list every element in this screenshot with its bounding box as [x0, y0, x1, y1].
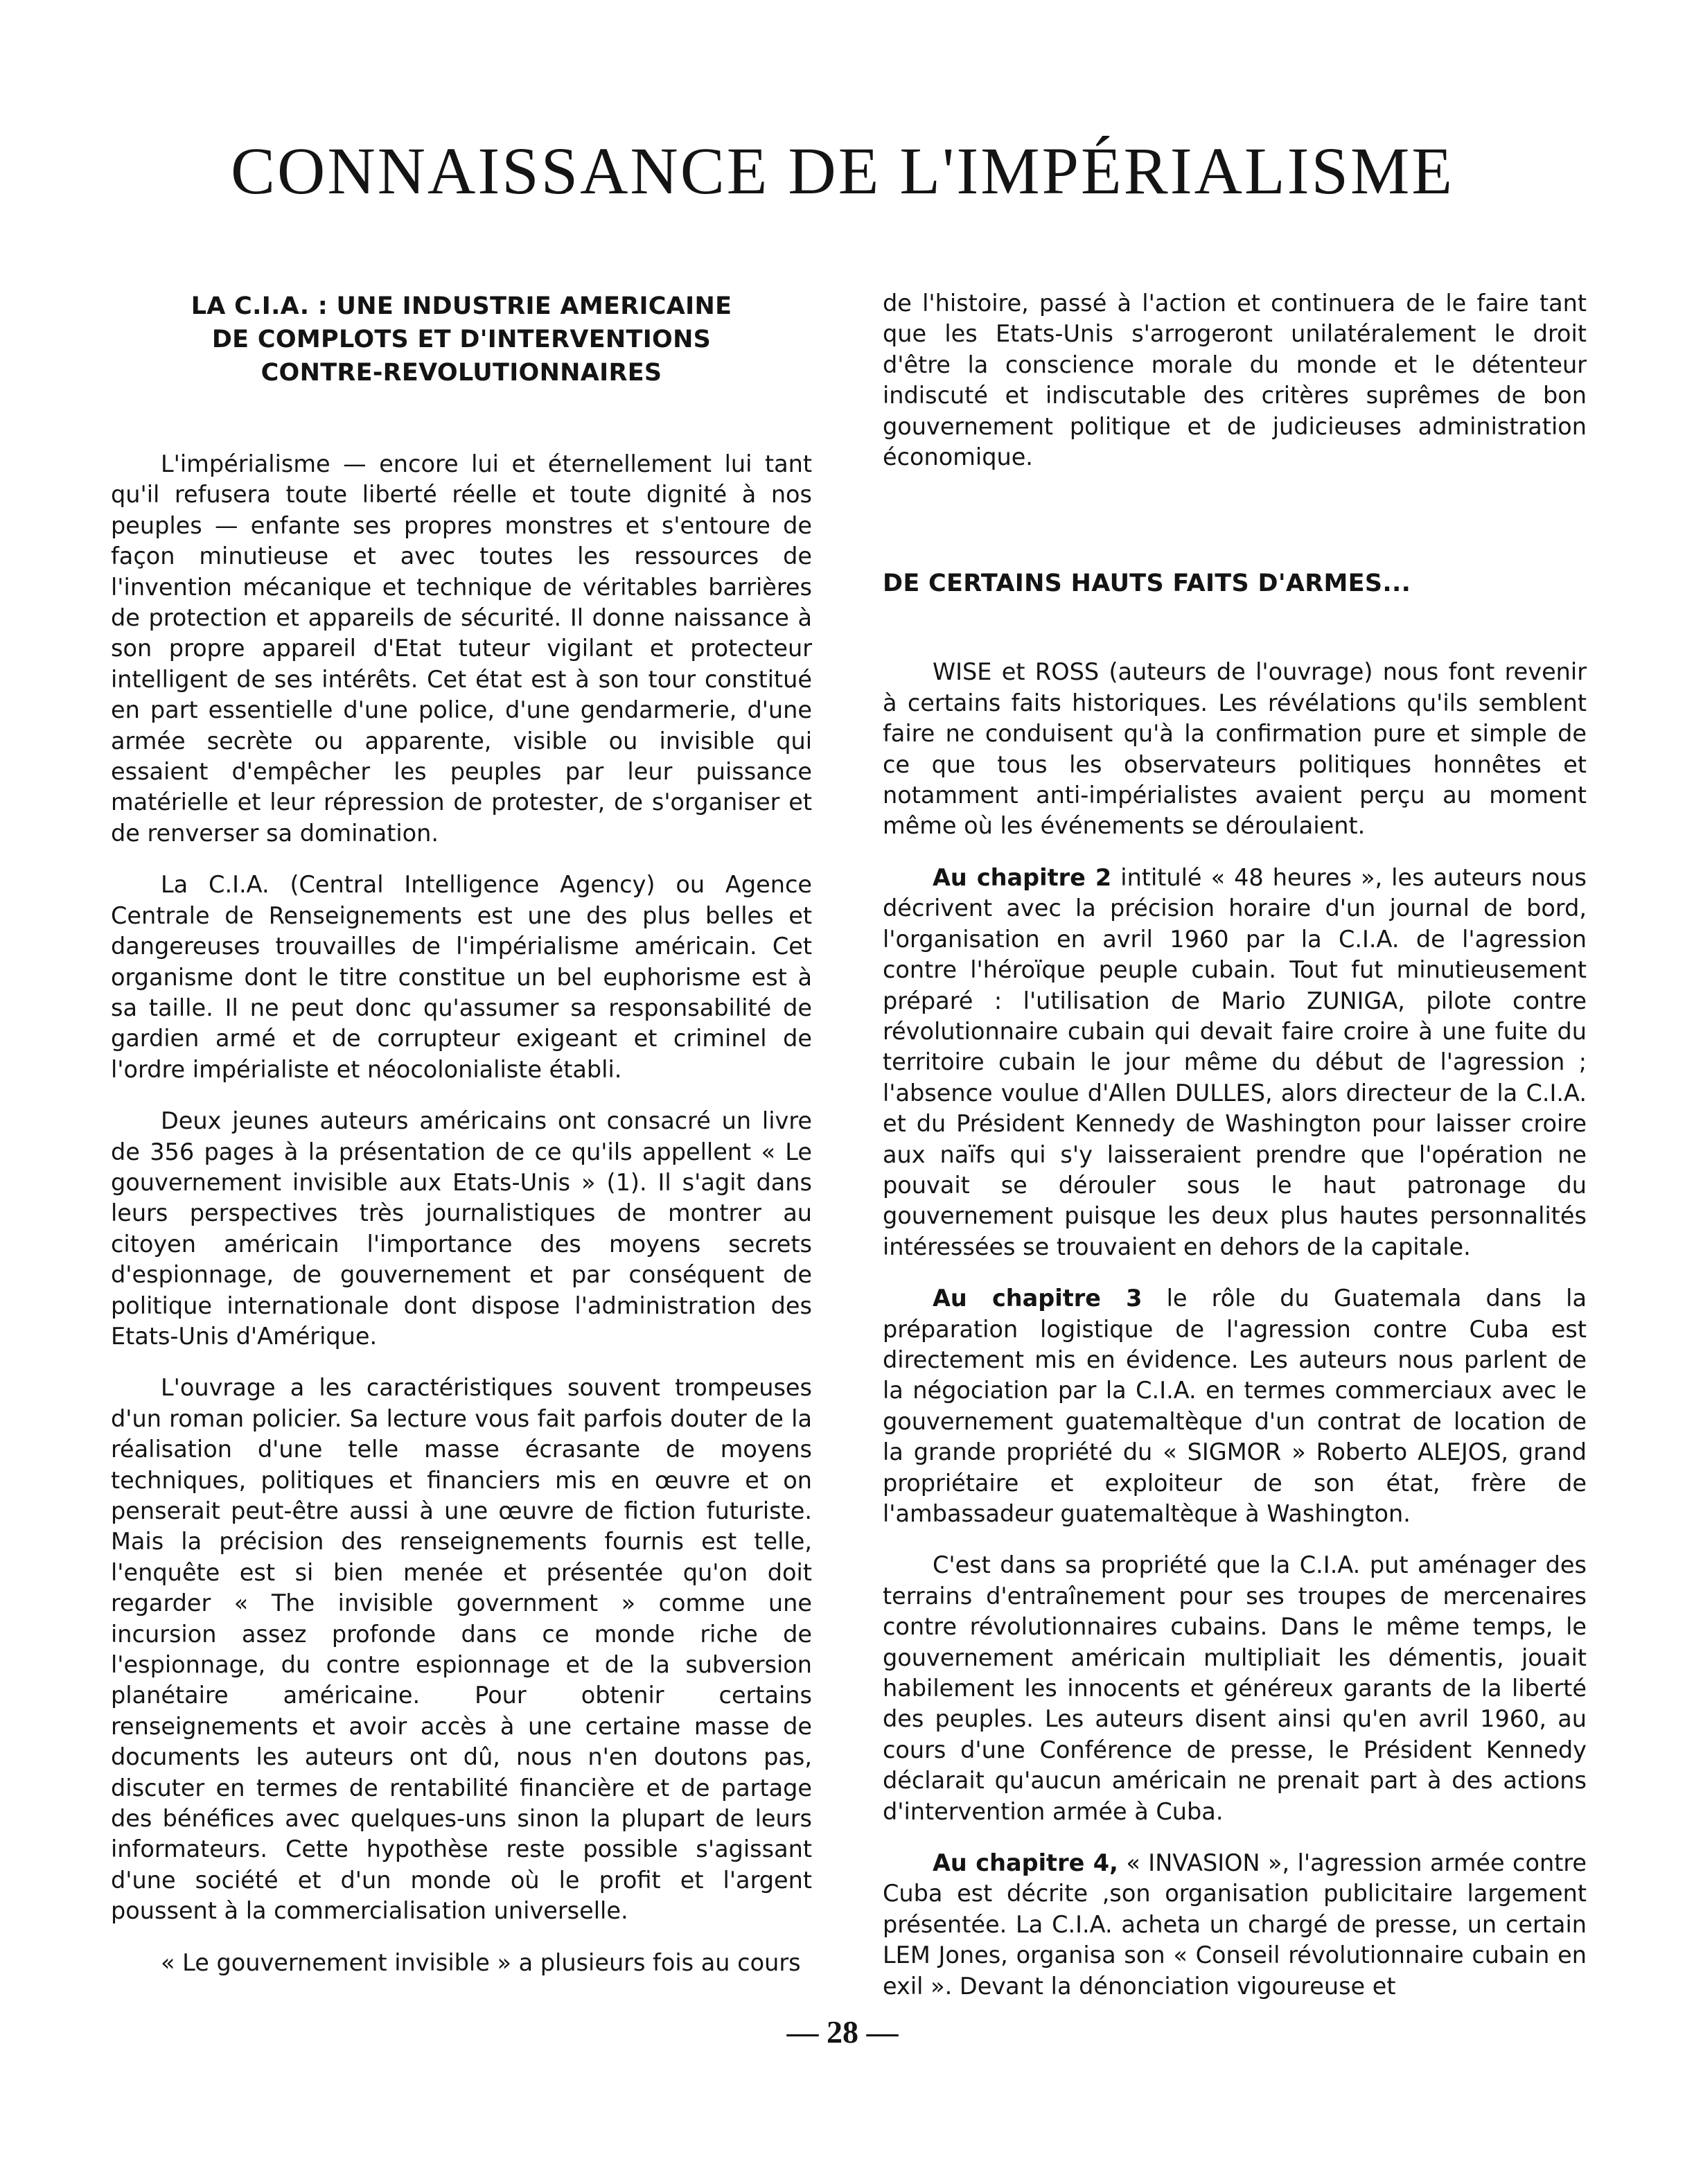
paragraph-cia: La C.I.A. (Central Intelligence Agency) ou Agence Centrale de Renseignements est une des plus belles et dangereuses trouvailles de l'impérialisme américain. Cet organisme dont le titre constitue un bel euphorisme est à sa taille. Il ne peut donc qu'assumer sa responsabilité de gardien armé et de corrupteur exigeant et criminel de l'ordre impérialiste et néocolonialiste établi.: [111, 871, 812, 1083]
paragraph-imperialism: L'impérialisme — encore lui et éternellement lui tant qu'il refusera toute liberté réelle et toute dignité à nos peuples — enfante ses propres monstres et s'entoure de façon minutieuse et avec toutes les ressources de l'invention mécanique et technique de véritables barrières de protection et appareils de sécurité. Il donne naissance à son propre appareil d'Etat tuteur vigilant et protecteur intelligent de ses intérêts. Cet état est à son tour constitué en part essentielle d'une police, d'une gendarmerie, d'une armée secrète ou apparente, visible ou invisible qui essaient d'empêcher les peuples par leur puissance matérielle et leur répression de protester, de s'organiser et de renverser sa domination.: [111, 450, 812, 847]
chapter-2-text: intitulé « 48 heures », les auteurs nous décrivent avec la précision horaire d'un journal de bord, l'organisation en avril 1960 par la C.I.A. de l'agression contre l'héroïque peuple cubain. Tout fut minutieusement préparé : l'utilisation de Mario ZUNIGA, pilote contre révolutionnaire cubain qui devait faire croire à une fuite du territoire cubain le jour même du début de l'agression ; l'absence voulue d'Allen DULLES, alors directeur de la C.I.A. et du Président Kennedy de Washington pour laisser croire aux naïfs qui s'y laisseraient prendre que l'opération ne pouvait se dérouler sous le haut patronage du gouvernement puisque les deux plus hautes personnalités intéressées se trouvaient en dehors de la capitale.: [883, 863, 1587, 1260]
paragraph-wise-ross: WISE et ROSS (auteurs de l'ouvrage) nous font revenir à certains faits historiques. Les révélations qu'ils semblent faire ne conduisent qu'à la confirmation pure et simple de ce que tous les observateurs politiques honnêtes et notamment anti-impérialistes avaient perçu au moment même où les événements se déroulaient.: [883, 658, 1587, 840]
section-title-hauts-faits: DE CERTAINS HAUTS FAITS D'ARMES...: [883, 570, 1411, 598]
right-column: [883, 288, 1587, 2002]
paragraph-chapitre-2: [883, 863, 1587, 1262]
page-number: — 28 —: [786, 2014, 899, 2050]
paragraph-ouvrage: L'ouvrage a les caractéristiques souvent trompeuses d'un roman policier. Sa lecture vous fait parfois douter de la réalisation d'une telle masse écrasante de moyens techniques, politiques et financiers mis en œuvre et on penserait peut-être aussi à une œuvre de fiction futuriste. Mais la précision des renseignements fournis est telle, l'enquête est si bien menée et présentée qu'on doit regarder « The invisible government » comme une incursion assez profonde dans ce monde riche de l'espionnage, du contre espionnage et de la subversion planétaire américaine. Pour obtenir certains renseignements et avoir accès à une certaine masse de documents les auteurs ont dû, nous n'en doutons pas, discuter en termes de rentabilité financière et de partage des bénéfices avec quelques-uns sinon la plupart de leurs informateurs. Cette hypothèse reste possible s'agissant d'une société et d'un monde où le profit et l'argent poussent à la commercialisation universelle.: [111, 1374, 812, 1925]
section-title-line: DE COMPLOTS ET D'INTERVENTIONS: [211, 326, 712, 353]
section-title-cia: [111, 290, 812, 389]
paragraph-continuation: de l'histoire, passé à l'action et continuera de le faire tant que les Etats-Unis s'arrogeront unilatéralement le droit d'être la conscience morale du monde et le détenteur indiscuté et indiscutable des critères suprêmes de bon gouvernement politique et de judicieuses administration économique.: [883, 290, 1587, 471]
chapter-3-text: le rôle du Guatemala dans la préparation logistique de l'agression contre Cuba est directement mis en évidence. Les auteurs nous parlent de la négociation par la C.I.A. en termes commerciaux avec le gouvernement guatemaltèque d'un contrat de location de la grande propriété du « SIGMOR » Roberto ALEJOS, grand propriétaire et exploiteur de son état, frère de l'ambassadeur guatemaltèque à Washington.: [883, 1285, 1587, 1527]
paragraph-chapitre-4: [883, 1848, 1587, 2002]
section-title-line: CONTRE-REVOLUTIONNAIRES: [261, 359, 662, 387]
paragraph-propriete: C'est dans sa propriété que la C.I.A. put aménager des terrains d'entraînement pour ses troupes de mercenaires contre révolutionnaires cubains. Dans le même temps, le gouvernement américain multipliait les démentis, jouait habilement les innocents et généreux garants de la liberté des peuples. Les auteurs disent ainsi qu'en avril 1960, au cours d'une Conférence de presse, le Président Kennedy déclarait qu'aucun américain ne prenait part à des actions d'intervention armée à Cuba.: [883, 1551, 1587, 1825]
paragraph-gouvernement-invisible: « Le gouvernement invisible » a plusieurs fois au cours: [161, 1948, 801, 1976]
chapter-4-lead: Au chapitre 4,: [933, 1849, 1118, 1877]
left-column: [111, 290, 812, 1978]
chapter-3-lead: Au chapitre 3: [933, 1285, 1143, 1312]
page-title: CONNAISSANCE DE L'IMPÉRIALISME: [230, 134, 1454, 208]
section-title-line: LA C.I.A. : UNE INDUSTRIE AMERICAINE: [191, 292, 732, 320]
chapter-4-text: « INVASION », l'agression armée contre Cuba est décrite ,son organisation publicitaire largement présentée. La C.I.A. acheta un chargé de presse, un certain LEM Jones, organisa son « Conseil révolutionnaire cubain en exil ». Devant la dénonciation vigoureuse et: [883, 1849, 1587, 2000]
paragraph-chapitre-3: [883, 1283, 1587, 1529]
chapter-2-lead: Au chapitre 2: [933, 863, 1112, 891]
paragraph-authors: Deux jeunes auteurs américains ont consacré un livre de 356 pages à la présentation de ce qu'ils appellent « Le gouvernement invisible aux Etats-Unis » (1). Il s'agit dans leurs perspectives très journalistiques de montrer au citoyen américain l'importance des moyens secrets d'espionnage, de gouvernement et par conséquent de politique internationale dont dispose l'administration des Etats-Unis d'Amérique.: [111, 1107, 812, 1350]
